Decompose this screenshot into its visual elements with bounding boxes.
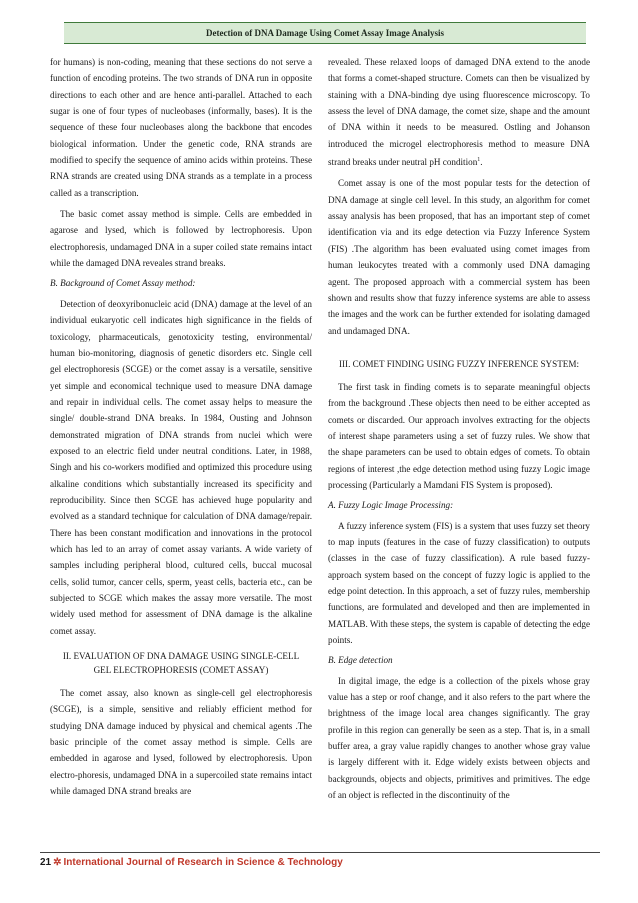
header-title: Detection of DNA Damage Using Comet Assay Image Analysis <box>206 28 444 38</box>
citation-ref: 1 <box>477 157 481 164</box>
section-heading: II. EVALUATION OF DNA DAMAGE USING SINGLE-CELL GEL ELECTROPHORESIS (COMET ASSAY) <box>62 651 300 676</box>
paragraph-text: revealed. These relaxed loops of damaged DNA extend to the anode that forms a comet-shaped structure. Comets can then be visualized by staining with a DNA-binding dye using fluorescence microscopy. To assess the level of DNA damage, the comet size, shape and the amount of DNA within it needs to be measured. Ostling and Johanson introduced the microgel electrophoresis method to measure DNA strand breaks under neutral pH condition <box>328 57 590 168</box>
journal-name: International Journal of Research in Science & Technology <box>63 857 343 868</box>
paragraph: Comet assay is one of the most popular tests for the detection of DNA damage at single cell level. In this study, an algorithm for comet assay analysis has been proposed, that has an important step of comet identification via and its edge detection via Fuzzy Inference System (FIS) .The algorithm has been evaluated using comet images from human leukocytes treated with a commonly used DNA damaging agent. The proposed approach with a commercial system has been shown and results show that fuzzy inference systems are able to assess the images and the work can be further extended for isolating damaged and undamaged DNA. <box>328 178 590 336</box>
paragraph: The first task in finding comets is to separate meaningful objects from the background .These objects then need to be either accepted as comets or discarded. Our approach involves extracting for the objects of interest shape parameters using a set of fuzzy rules. We show that the shape parameters can be used to obtain edges of comets. To obtain regions of interest ,the edge detection method using fuzzy Logic image processing (Particularly a Mamdani FIS System is proposed). <box>328 381 590 490</box>
left-column <box>50 54 312 799</box>
paragraph: for humans) is non-coding, meaning that these sections do not serve a function of encoding proteins. The two strands of DNA run in opposite directions to each other and are hence anti-parallel. Attached to each sugar is one of four types of nucleobases (informally, bases). It is the sequence of these four nucleobases along the backbone that encodes biological information. Under the genetic code, RNA strands are modified to specify the sequence of amino acids within proteins. These RNA strands are created using DNA strands as a template in a process called as a transcription. <box>50 57 312 198</box>
page-number: 21 <box>40 857 52 868</box>
gear-icon: ✲ <box>53 857 62 868</box>
paragraph: The comet assay, also known as single-cell gel electrophoresis (SCGE), is a simple, sensitive and reliably efficient method for studying DNA damage induced by physical and chemical agents .The basic principle of the comet assay method is simple. Cells are embedded in agarose and lysed, followed by electrophoresis. Upon electro-phoresis, undamaged DNA in a supercoiled state remains intact while damaged DNA strand breaks are <box>50 688 312 797</box>
paragraph: In digital image, the edge is a collection of the pixels whose gray value has a step or roof change, and it also refers to the part where the brightness of the image local area changes significantly. The gray profile in this region can generally be seen as a step. That is, in a small buffer area, a gray value rapidly changes to another whose gray value is largely different with it. Edge widely exists between objects and backgrounds, objects and objects, primitives and primitives. The edge of an object is reflected in the discontinuity of the <box>328 675 590 801</box>
paragraph <box>328 54 590 170</box>
paragraph: The basic comet assay method is simple. Cells are embedded in agarose and lysed, which is followed by lectrophoresis. Upon electrophoresis, undamaged DNA in a super coiled state remains intact while the damaged DNA reveales strand breaks. <box>50 209 312 269</box>
page-footer <box>40 852 600 873</box>
subsection-heading: A. Fuzzy Logic Image Processing: <box>328 500 454 511</box>
subsection-heading: B. Background of Comet Assay method: <box>50 278 196 289</box>
subsection-heading: B. Edge detection <box>328 655 393 666</box>
right-column <box>328 54 590 803</box>
running-header <box>64 22 586 44</box>
paragraph: A fuzzy inference system (FIS) is a system that uses fuzzy set theory to map inputs (features in the case of fuzzy classification) to outputs (classes in the case of fuzzy classification). A rule based fuzzy-approach system based on the concept of fuzzy logic is applied to the edge point detection. In this approach, a set of fuzzy rules, membership functions, are formulated and developed and then are implemented in MATLAB. With these steps, the system is capable of detecting the edge points. <box>328 520 590 646</box>
paragraph-end: . <box>480 157 483 168</box>
section-heading: III. COMET FINDING USING FUZZY INFERENCE SYSTEM: <box>338 358 580 369</box>
paragraph: Detection of deoxyribonucleic acid (DNA) damage at the level of an individual eukaryotic cell indicates high significance in the fields of toxicology, pharmaceuticals, genotoxicity testing, environmental/ human bio-monitoring, diagnosis of genetic disorders etc. Single cell gel electrophoresis (SCGE) or the comet assay is a versatile, sensitive yet simple and economical technique used to measure DNA damage and repair in individual cells. The comet assay helps to measure the single/ double-strand DNA breaks. In 1984, Ousting and Johnson demonstrated migration of DNA strands from nuclei which were exposed to an electric field under neutral conditions. Later, in 1988, Singh and his co-workers modified and optimized this procedure using alkaline conditions which substantially increased its specificity and reproducibility. Since then SCGE has achieved huge popularity and evolved as a standard technique for calculation of DNA damage/repair. There has been constant modification and innovations in the protocol which has led to an array of comet assay variants. A wide variety of samples including peripheral blood, cultured cells, buccal mucosal cells, solid tumor, cancer cells, sperm, yeast cells, bacteria etc., can be subjected to SCGE which makes the assay more versatile. The most widely used method for assessment of DNA damage is the alkaline comet assay. <box>50 298 312 636</box>
